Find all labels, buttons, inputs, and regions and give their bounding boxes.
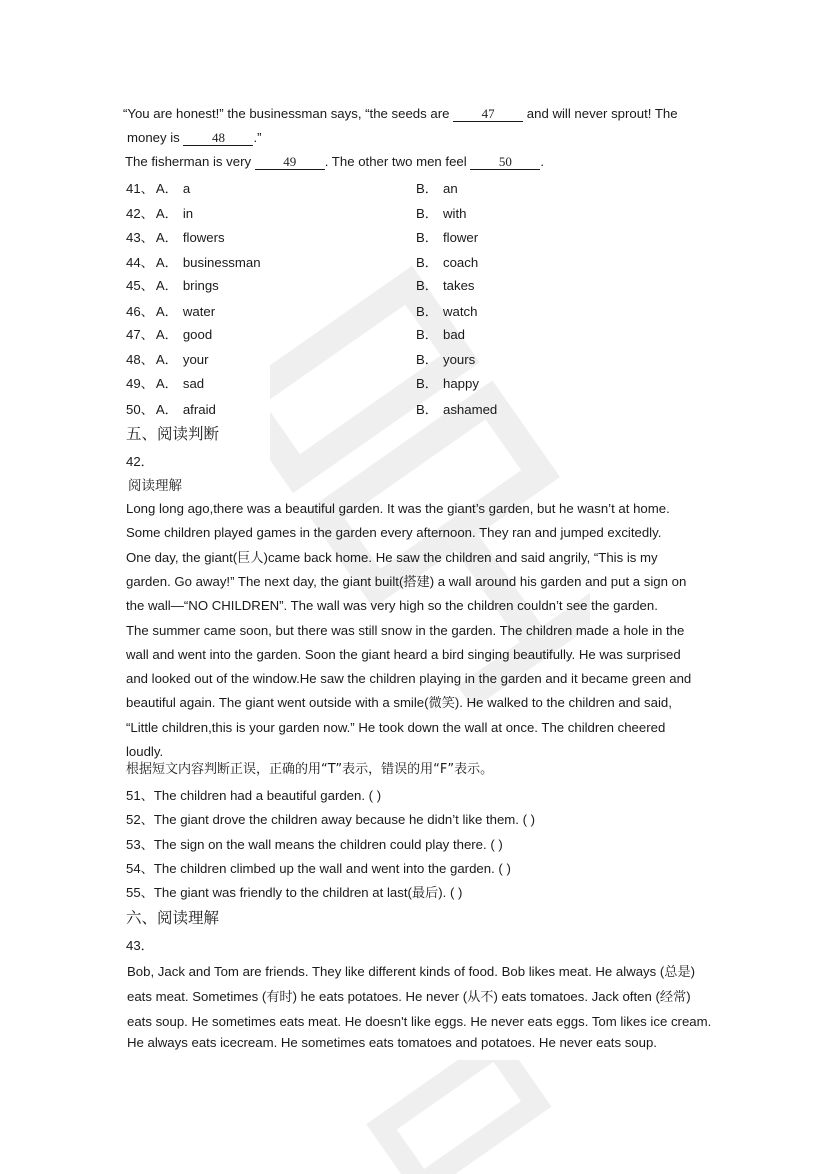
option-a-text: businessman	[182, 255, 261, 270]
option-a-text: afraid	[182, 402, 216, 417]
option-b-label: B．	[416, 352, 438, 367]
option-b-text: happy	[442, 376, 479, 391]
option-b-label: B．	[416, 304, 438, 319]
option-a-text: brings	[182, 278, 219, 293]
passage-line: garden. Go away!” The next day, the giant built(搭建) a wall around his garden and put a sign on	[126, 574, 687, 589]
cloze-line-3	[125, 153, 544, 171]
judgement-question: 52、The giant drove the children away because he didn’t like them. ( )	[126, 812, 536, 827]
cloze-line-2	[127, 129, 262, 147]
option-b-text: coach	[442, 255, 479, 270]
option-number: 44	[126, 255, 141, 270]
passage-line: the wall—“NO CHILDREN”. The wall was very high so the children couldn’t see the garden.	[126, 598, 658, 613]
passage-line: “Little children,this is your garden now.” He took down the wall at once. The children cheered	[126, 720, 666, 735]
question-number-42: 42．	[126, 454, 154, 469]
judgement-question: 53、The sign on the wall means the children could play there. ( )	[126, 837, 503, 852]
option-b-q47	[416, 326, 465, 344]
passage-line: Bob, Jack and Tom are friends. They like different kinds of food. Bob likes meat. He always (总是)	[127, 964, 696, 979]
option-b-label: B．	[416, 327, 438, 342]
option-a-text: a	[182, 181, 191, 196]
judgement-question: 51、The children had a beautiful garden. ( )	[126, 788, 382, 803]
option-b-q45	[416, 277, 475, 295]
option-a-text: flowers	[182, 230, 225, 245]
passage-line: eats soup. He sometimes eats meat. He doesn't like eggs. He never eats eggs. Tom likes ice cream.	[127, 1014, 712, 1029]
option-a-label: A．	[155, 206, 178, 221]
option-b-label: B．	[416, 376, 438, 391]
option-a-q45	[126, 277, 219, 295]
option-a-label: A．	[155, 376, 178, 391]
option-a-label: A．	[155, 181, 178, 196]
option-sep: 、	[140, 181, 154, 196]
option-b-label: B．	[416, 278, 438, 293]
cloze-line-1	[123, 105, 678, 123]
option-a-label: A．	[155, 230, 178, 245]
section-6-heading: 六、阅读理解	[126, 909, 220, 927]
passage-line: beautiful again. The giant went outside with a smile(微笑). He walked to the children and said,	[126, 695, 672, 710]
option-b-text: takes	[442, 278, 475, 293]
option-a-label: A．	[155, 255, 178, 270]
option-b-q42	[416, 205, 466, 223]
judgement-question: 54、The children climbed up the wall and went into the garden. ( )	[126, 861, 511, 876]
blank-48: 48	[183, 131, 253, 146]
option-b-label: B．	[416, 255, 438, 270]
option-a-q43	[126, 229, 225, 247]
cloze-text: money is	[127, 130, 184, 145]
option-b-q48	[416, 351, 475, 369]
passage-line: One day, the giant(巨人)came back home. He saw the children and said angrily, “This is my	[126, 550, 658, 565]
option-a-label: A．	[155, 327, 178, 342]
option-sep: 、	[140, 402, 154, 417]
passage-line: Some children played games in the garden every afternoon. They ran and jumped excitedly.	[126, 525, 662, 540]
option-b-text: bad	[442, 327, 465, 342]
option-b-label: B．	[416, 206, 438, 221]
passage-line: eats meat. Sometimes (有时) he eats potatoes. He never (从不) eats tomatoes. Jack often (经常)	[127, 989, 691, 1004]
cloze-text: The fisherman is very	[125, 154, 255, 169]
option-b-q46	[416, 303, 477, 321]
option-a-label: A．	[155, 402, 178, 417]
option-number: 42	[126, 206, 141, 221]
option-b-q49	[416, 375, 479, 393]
cloze-text: “You are honest!” the businessman says, “the seeds are	[123, 106, 454, 121]
option-number: 46	[126, 304, 141, 319]
option-number: 41	[126, 181, 141, 196]
instruction-text: 根据短文内容判断正误，正确的用“T”表示，错误的用“F”表示。	[126, 762, 494, 777]
option-a-q48	[126, 351, 209, 369]
watermark-graphic-bottom	[360, 1060, 560, 1174]
option-b-label: B．	[416, 230, 438, 245]
option-a-q42	[126, 205, 193, 223]
option-a-q41	[126, 180, 190, 198]
option-a-q47	[126, 326, 212, 344]
option-b-text: ashamed	[442, 402, 498, 417]
option-sep: 、	[140, 352, 154, 367]
cloze-text: and will never sprout! The	[523, 106, 678, 121]
blank-50: 50	[470, 155, 540, 170]
option-number: 45	[126, 278, 141, 293]
option-sep: 、	[140, 230, 154, 245]
passage-line: and looked out of the window.He saw the children playing in the garden and it became green and	[126, 671, 692, 686]
cloze-text: .”	[253, 130, 262, 145]
cloze-text: . The other two men feel	[324, 154, 471, 169]
judgement-question: 55、The giant was friendly to the children at last(最后). ( )	[126, 885, 463, 900]
option-b-text: yours	[442, 352, 476, 367]
option-sep: 、	[140, 255, 154, 270]
option-a-q44	[126, 254, 261, 272]
option-a-text: good	[182, 327, 213, 342]
option-b-label: B．	[416, 402, 438, 417]
option-number: 48	[126, 352, 141, 367]
passage-line: Long long ago,there was a beautiful garden. It was the giant’s garden, but he wasn’t at home.	[126, 501, 670, 516]
question-number-43: 43．	[126, 938, 154, 953]
option-sep: 、	[140, 376, 154, 391]
option-b-text: watch	[442, 304, 478, 319]
option-a-q50	[126, 401, 216, 419]
option-b-q43	[416, 229, 478, 247]
option-a-label: A．	[155, 278, 178, 293]
option-sep: 、	[140, 327, 154, 342]
option-a-q46	[126, 303, 215, 321]
option-b-q44	[416, 254, 478, 272]
option-b-text: with	[442, 206, 467, 221]
option-number: 50	[126, 402, 141, 417]
passage-line: He always eats icecream. He sometimes eats tomatoes and potatoes. He never eats soup.	[127, 1035, 657, 1050]
blank-47: 47	[453, 107, 523, 122]
option-b-label: B．	[416, 181, 438, 196]
option-a-label: A．	[155, 352, 178, 367]
option-b-q50	[416, 401, 497, 419]
option-sep: 、	[140, 304, 154, 319]
option-a-text: sad	[182, 376, 205, 391]
option-sep: 、	[140, 206, 154, 221]
blank-49: 49	[255, 155, 325, 170]
option-sep: 、	[140, 278, 154, 293]
option-b-q41	[416, 180, 458, 198]
option-a-label: A．	[155, 304, 178, 319]
option-a-q49	[126, 375, 204, 393]
passage-line: wall and went into the garden. Soon the giant heard a bird singing beautifully. He was surprised	[126, 647, 681, 662]
passage-subtitle: 阅读理解	[128, 478, 182, 494]
option-number: 43	[126, 230, 141, 245]
section-5-heading: 五、阅读判断	[126, 425, 220, 443]
option-a-text: in	[182, 206, 194, 221]
option-b-text: an	[442, 181, 458, 196]
option-number: 49	[126, 376, 141, 391]
cloze-text: .	[540, 154, 545, 169]
option-b-text: flower	[442, 230, 479, 245]
passage-line: The summer came soon, but there was still snow in the garden. The children made a hole in the	[126, 623, 685, 638]
option-a-text: your	[182, 352, 209, 367]
passage-line: loudly.	[126, 744, 164, 759]
option-a-text: water	[182, 304, 216, 319]
option-number: 47	[126, 327, 141, 342]
